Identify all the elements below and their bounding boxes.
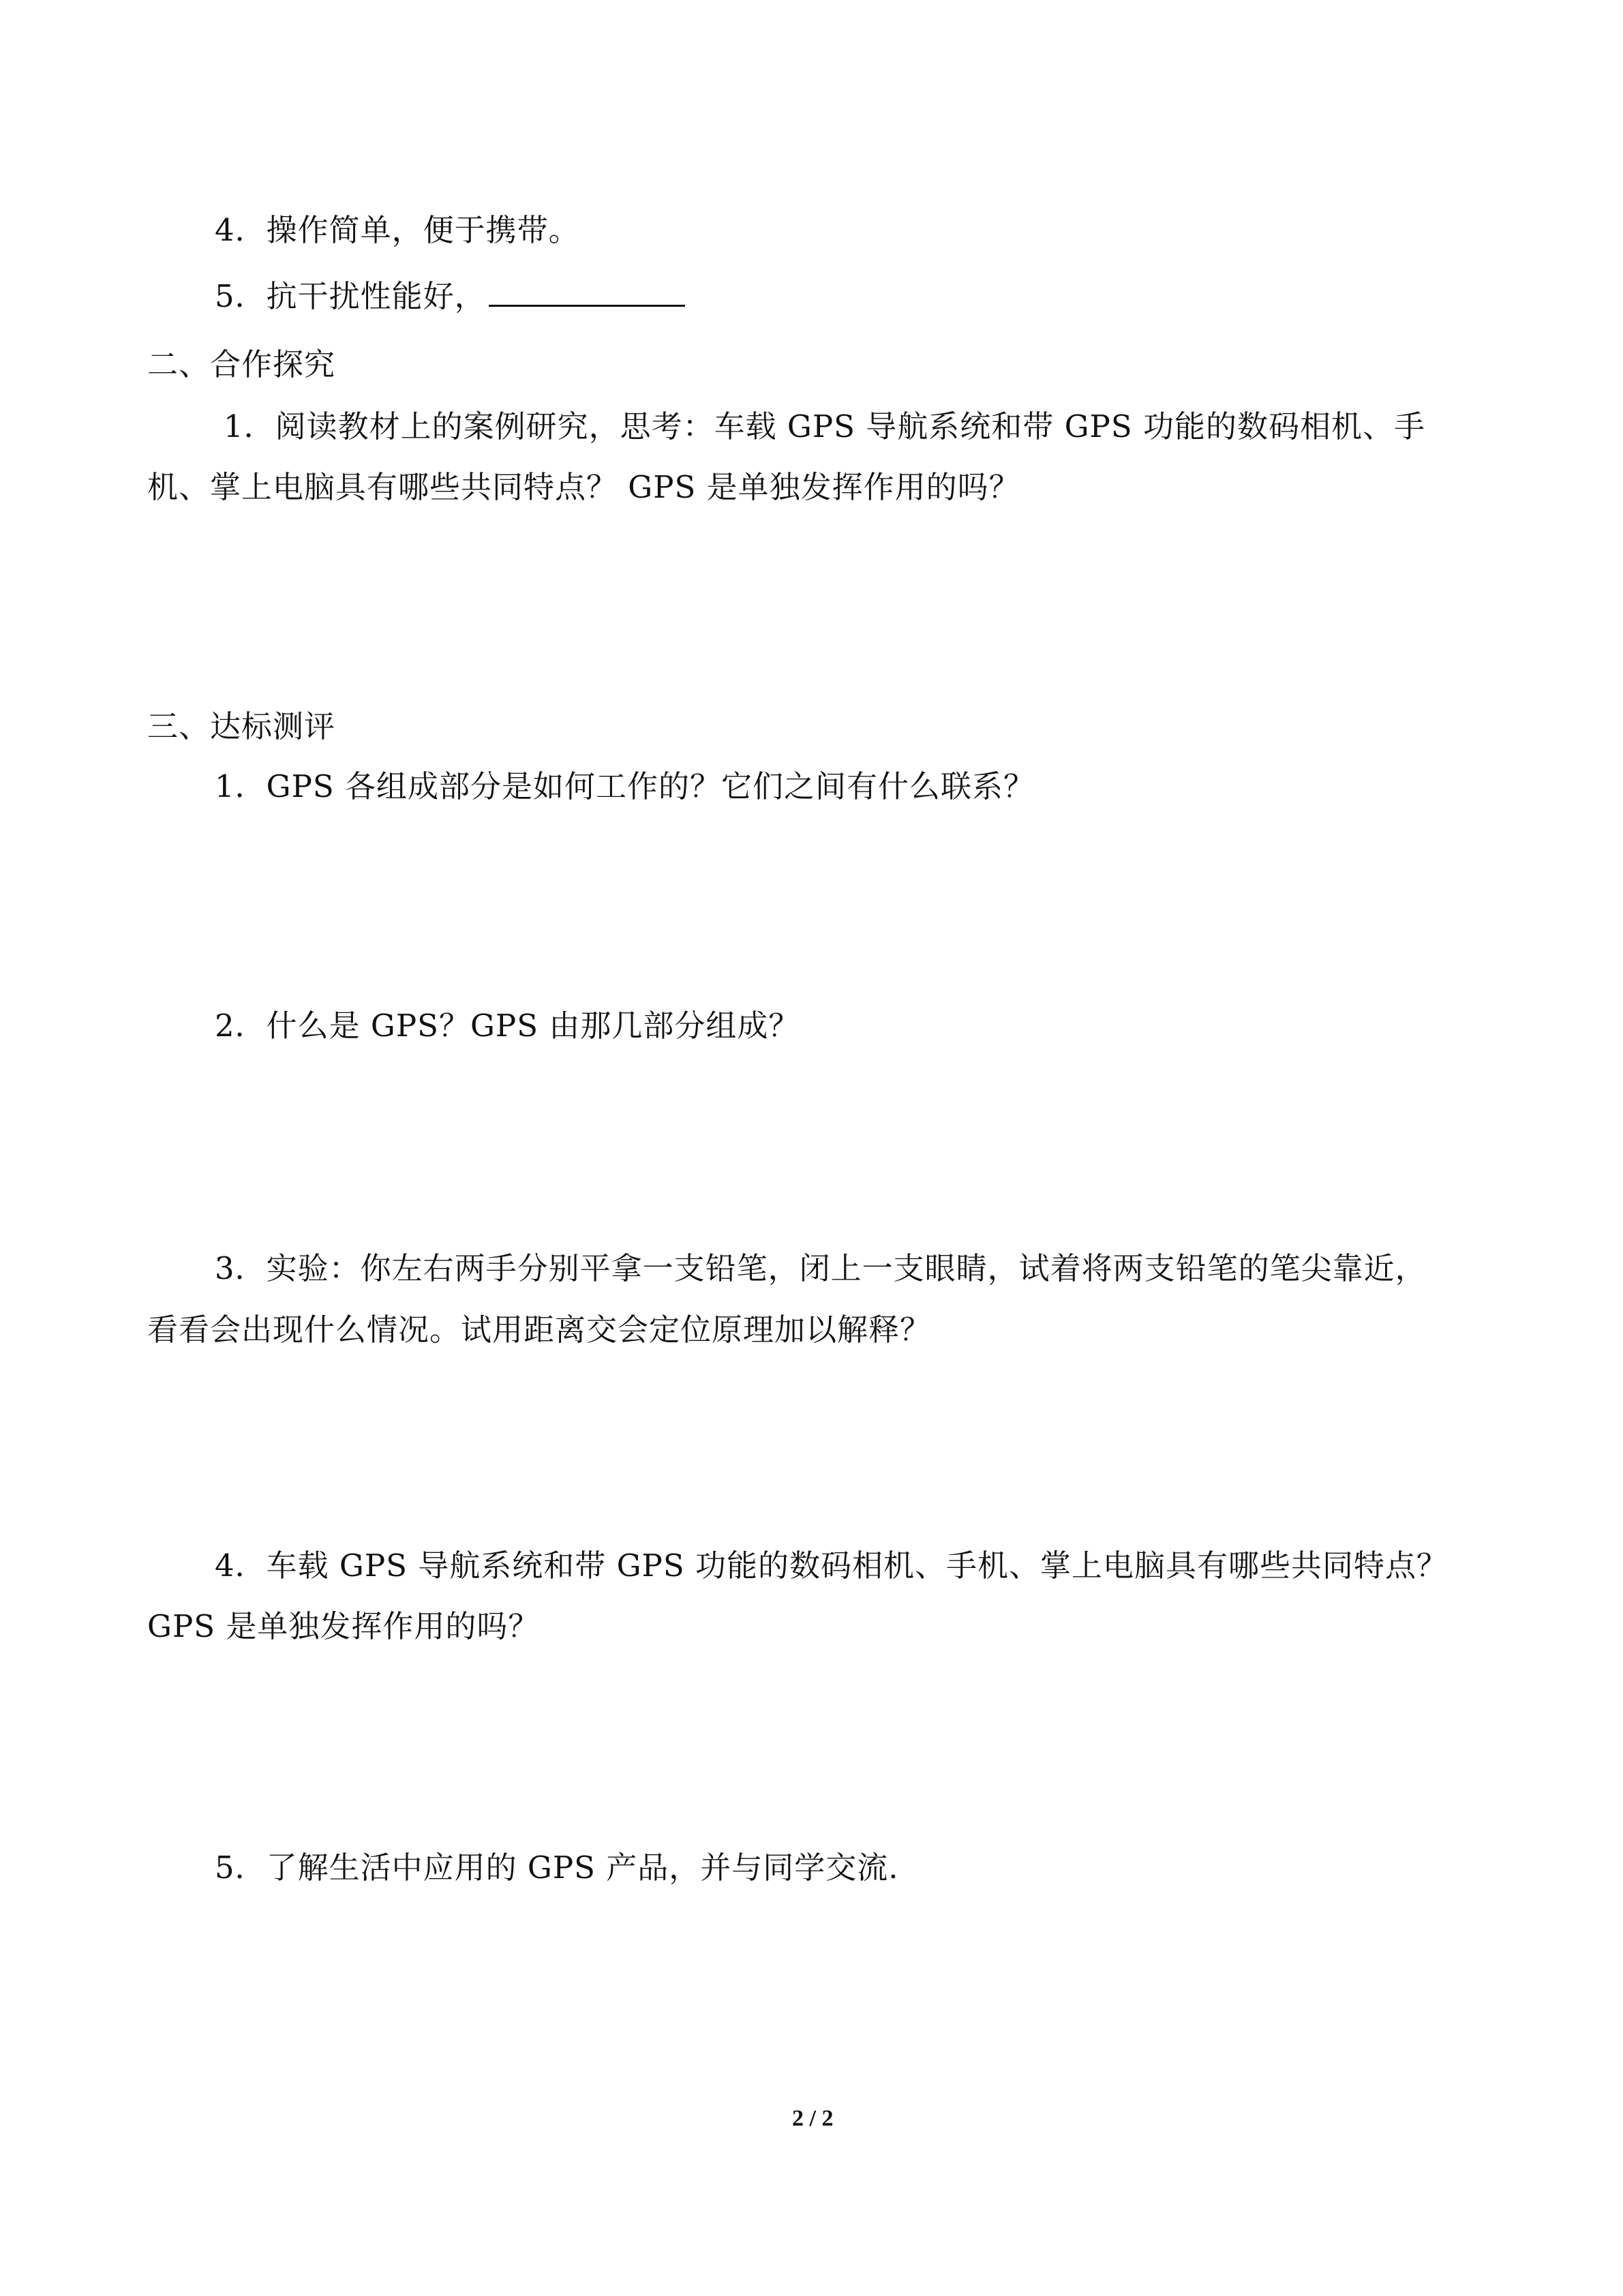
section-heading-cooperative-inquiry: 二、合作探究: [147, 346, 336, 382]
inquiry-question-1-line-2: 机、掌上电脑具有哪些共同特点？ GPS 是单独发挥作用的吗？: [147, 469, 1020, 505]
assessment-question-1: 1．GPS 各组成部分是如何工作的？它们之间有什么联系？: [215, 768, 1035, 804]
page-number: 2 / 2: [792, 2106, 834, 2131]
item-5-row: [215, 275, 685, 317]
assessment-question-4-line-1: 4．车载 GPS 导航系统和带 GPS 功能的数码相机、手机、掌上电脑具有哪些共同特点？: [215, 1547, 1448, 1584]
section-heading-assessment: 三、达标测评: [147, 708, 336, 744]
item-4-text: 4．操作简单，便于携带。: [215, 212, 580, 248]
assessment-question-5: 5．了解生活中应用的 GPS 产品，并与同学交流.: [215, 1849, 899, 1886]
item-5-text: 5．抗干扰性能好，: [215, 278, 486, 314]
inquiry-question-1-line-1: 1．阅读教材上的案例研究，思考：车载 GPS 导航系统和带 GPS 功能的数码相机、手: [224, 408, 1425, 444]
assessment-question-3-line-2: 看看会出现什么情况。试用距离交会定位原理加以解释？: [147, 1312, 932, 1348]
fill-in-blank[interactable]: [489, 275, 685, 307]
assessment-question-3-line-1: 3．实验：你左右两手分别平拿一支铅笔，闭上一支眼睛，试着将两支铅笔的笔尖靠近，: [215, 1250, 1427, 1286]
assessment-question-2: 2．什么是 GPS？GPS 由那几部分组成？: [215, 1008, 800, 1044]
assessment-question-4-line-2: GPS 是单独发挥作用的吗？: [147, 1608, 540, 1644]
